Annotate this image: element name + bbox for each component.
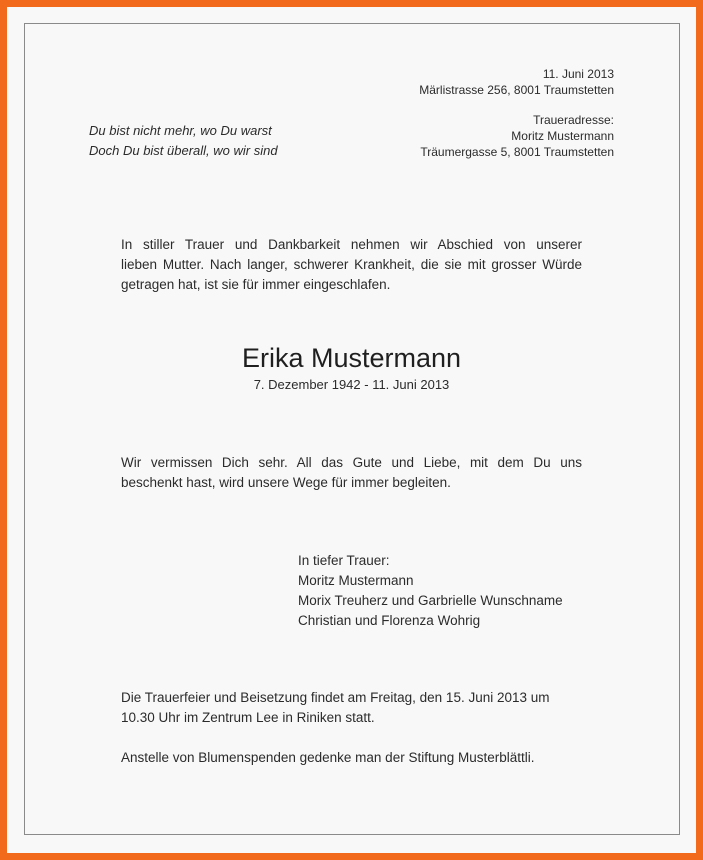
- message-paragraph: [121, 453, 582, 493]
- intro-line: In stiller Trauer und Dankbarkeit nehmen wir Abschied von unserer: [121, 237, 582, 252]
- message-line: beschenkt hast, wird unsere Wege für immer begleiten.: [121, 475, 451, 490]
- sender-address: Märlistrasse 256, 8001 Traumstetten: [419, 83, 614, 97]
- intro-paragraph: [121, 235, 582, 295]
- mourner-name: Morix Treuherz und Garbrielle Wunschname: [298, 593, 563, 608]
- mourning-address-name: Moritz Mustermann: [511, 129, 614, 143]
- mourners-label: In tiefer Trauer:: [298, 553, 390, 568]
- donation-note: [121, 748, 582, 768]
- sender-block: [419, 66, 614, 98]
- memorial-quote: [89, 121, 278, 161]
- notice-date: 11. Juni 2013: [542, 67, 614, 81]
- ceremony-line: 10.30 Uhr im Zentrum Lee in Riniken statt.: [121, 710, 375, 725]
- message-line: Wir vermissen Dich sehr. All das Gute und Liebe, mit dem Du uns: [121, 455, 582, 470]
- intro-line: getragen hat, ist sie für immer eingeschlafen.: [121, 277, 391, 292]
- deceased-name: Erika Mustermann: [241, 343, 462, 373]
- mourning-address-block: [420, 112, 614, 160]
- mourner-name: Christian und Florenza Wohrig: [298, 613, 481, 628]
- mourners-list: [298, 551, 563, 631]
- intro-line: lieben Mutter. Nach langer, schwerer Krankheit, die sie mit grosser Würde: [121, 257, 582, 272]
- ceremony-paragraph: [121, 688, 582, 728]
- quote-line: Du bist nicht mehr, wo Du warst: [89, 123, 272, 138]
- life-dates: 7. Dezember 1942 - 11. Juni 2013: [253, 377, 450, 392]
- mourner-name: Moritz Mustermann: [298, 573, 414, 588]
- mourning-address-label: Traueradresse:: [533, 113, 614, 127]
- ceremony-line: Die Trauerfeier und Beisetzung findet am Freitag, den 15. Juni 2013 um: [121, 690, 550, 705]
- mourning-address-street: Träumergasse 5, 8001 Traumstetten: [420, 145, 614, 159]
- quote-line: Doch Du bist überall, wo wir sind: [89, 143, 278, 158]
- donation-line: Anstelle von Blumenspenden gedenke man der Stiftung Musterblättli.: [121, 750, 535, 765]
